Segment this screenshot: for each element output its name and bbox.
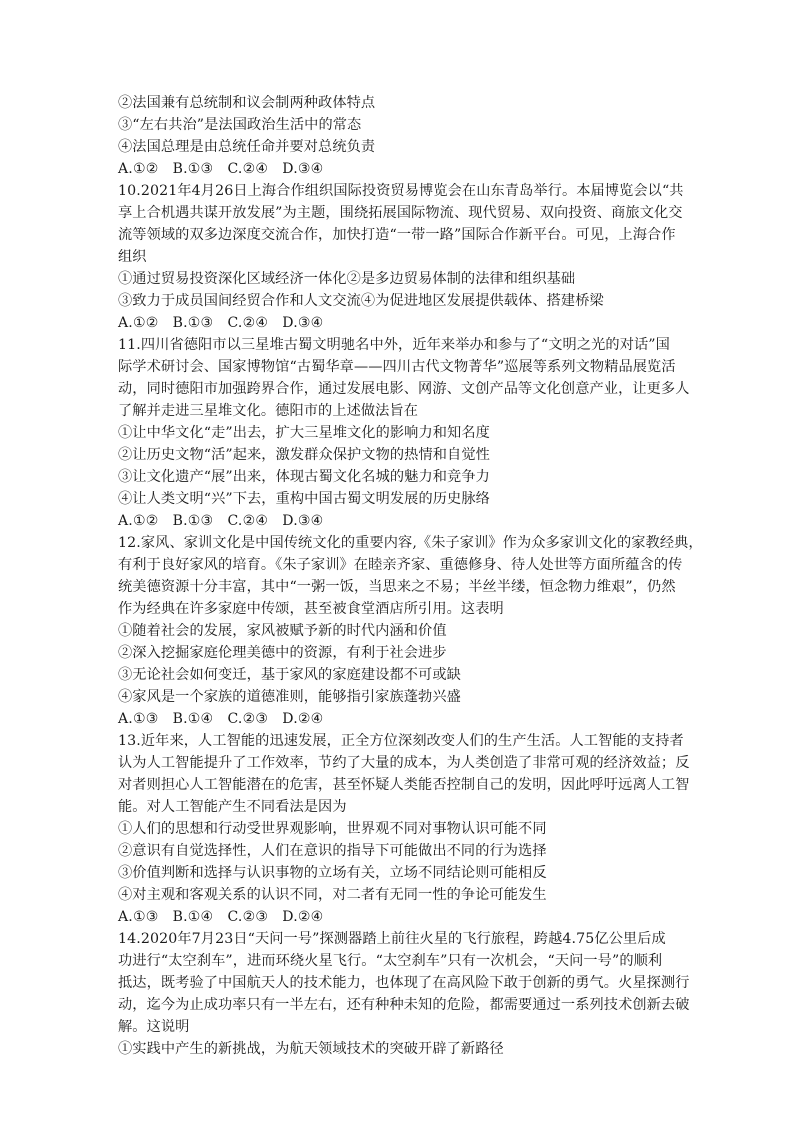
q12-option-3: ③无论社会如何变迁，基于家风的家庭建设都不可或缺 <box>118 667 461 683</box>
q11-answer-choices: A.①② B.①③ C.②④ D.③④ <box>118 513 324 529</box>
q11-option-1: ①让中华文化“走”出去，扩大三星堆文化的影响力和知名度 <box>118 425 490 441</box>
q13-option-1: ①人们的思想和行动受世界观影响，世界观不同对事物认识可能不同 <box>118 821 547 837</box>
q13-stem-line: 对者则担心人工智能潜在的危害，甚至怀疑人类能否控制自己的发明，因此呼吁远离人工智 <box>118 777 690 793</box>
q10-answer-choices: A.①② B.①③ C.②④ D.③④ <box>118 315 324 331</box>
q14-stem-line: 动，迄今为止成功率只有一半左右，还有种种未知的危险，都需要通过一系列技术创新去破 <box>118 997 690 1013</box>
q14-stem-line: 抵达，既考验了中国航天人的技术能力，也体现了在高风险下敢于创新的勇气。火星探测行 <box>118 975 690 991</box>
q11-option-4: ④让人类文明“兴”下去，重构中国古蜀文明发展的历史脉络 <box>118 491 490 507</box>
q12-stem-line: 作为经典在许多家庭中传颂，甚至被食堂酒店所引用。这表明 <box>118 601 504 617</box>
q10-options-3-4: ③致力于成员国间经贸合作和人文交流④为促进地区发展提供载体、搭建桥梁 <box>118 293 604 309</box>
q12-answer-choices: A.①③ B.①④ C.②③ D.②④ <box>118 711 324 727</box>
q14-option-1: ①实践中产生的新挑战，为航天领域技术的突破开辟了新路径 <box>118 1041 504 1057</box>
q13-option-3: ③价值判断和选择与认识事物的立场有关，立场不同结论则可能相反 <box>118 865 547 881</box>
q9-option-4: ④法国总理是由总统任命并要对总统负责 <box>118 139 376 155</box>
q13-stem-line: 认为人工智能提升了工作效率，节约了大量的成本，为人类创造了非常可观的经济效益；反 <box>118 755 690 771</box>
q9-option-2: ②法国兼有总统制和议会制两种政体特点 <box>118 95 376 111</box>
q14-stem-line: 功进行“太空刹车”，进而环绕火星飞行。“太空刹车”只有一次机会，“天问一号”的顺利 <box>118 953 663 969</box>
exam-page <box>118 92 703 1060</box>
q13-option-4: ④对主观和客观关系的认识不同，对二者有无同一性的争论可能发生 <box>118 887 547 903</box>
q10-stem-line: 组织 <box>118 249 147 265</box>
q11-stem-line: 际学术研讨会、国家博物馆“古蜀华章——四川古代文物菁华”巡展等系列文物精品展览活 <box>118 359 676 375</box>
q11-option-2: ②让历史文物“活”起来，激发群众保护文物的热情和自觉性 <box>118 447 490 463</box>
q12-option-4: ④家风是一个家族的道德准则，能够指引家族蓬勃兴盛 <box>118 689 461 705</box>
q10-stem-line: 10.2021年4月26日上海合作组织国际投资贸易博览会在山东青岛举行。本届博览会以“共 <box>118 183 684 199</box>
q11-stem-line: 了解并走进三星堆文化。德阳市的上述做法旨在 <box>118 403 419 419</box>
q12-stem-line: 有利于良好家风的培育。《朱子家训》在睦亲齐家、重德修身、待人处世等方面所蕴含的传 <box>118 557 683 573</box>
q12-stem-line: 统美德资源十分丰富，其中“一粥一饭，当思来之不易；半丝半缕，恒念物力维艰”，仍然 <box>118 579 676 595</box>
q13-stem-line: 13.近年来，人工智能的迅速发展，正全方位深刻改变人们的生产生活。人工智能的支持者 <box>118 733 684 749</box>
q12-stem-line: 12.家风、家训文化是中国传统文化的重要内容,《朱子家训》作为众多家训文化的家教经典， <box>118 535 703 551</box>
q10-stem-line: 流等领域的双多边深度交流合作，加快打造“一带一路”国际合作新平台。可见，上海合作 <box>118 227 676 243</box>
q11-stem-line: 动，同时德阳市加强跨界合作，通过发展电影、网游、文创产品等文化创意产业，让更多人 <box>118 381 690 397</box>
q13-answer-choices: A.①③ B.①④ C.②③ D.②④ <box>118 909 324 925</box>
q14-stem-line: 14.2020年7月23日“天问一号”探测器踏上前往火星的飞行旅程，跨越4.75亿公里后成 <box>118 931 666 947</box>
q13-option-2: ②意识有自觉选择性，人们在意识的指导下可能做出不同的行为选择 <box>118 843 547 859</box>
q11-option-3: ③让文化遗产“展”出来，体现古蜀文化名城的魅力和竞争力 <box>118 469 490 485</box>
q9-option-3: ③“左右共治”是法国政治生活中的常态 <box>118 117 362 133</box>
q10-stem-line: 享上合机遇共谋开放发展”为主题，围绕拓展国际物流、现代贸易、双向投资、商旅文化交 <box>118 205 683 221</box>
q12-option-2: ②深入挖掘家庭伦理美德中的资源，有利于社会进步 <box>118 645 447 661</box>
q12-option-1: ①随着社会的发展，家风被赋予新的时代内涵和价值 <box>118 623 447 639</box>
q9-answer-choices: A.①② B.①③ C.②④ D.③④ <box>118 161 324 177</box>
q13-stem-line: 能。对人工智能产生不同看法是因为 <box>118 799 347 815</box>
q10-options-1-2: ①通过贸易投资深化区域经济一体化②是多边贸易体制的法律和组织基础 <box>118 271 576 287</box>
q11-stem-line: 11.四川省德阳市以三星堆古蜀文明驰名中外，近年来举办和参与了“文明之光的对话”国 <box>118 337 670 353</box>
q14-stem-line: 解。这说明 <box>118 1019 190 1035</box>
